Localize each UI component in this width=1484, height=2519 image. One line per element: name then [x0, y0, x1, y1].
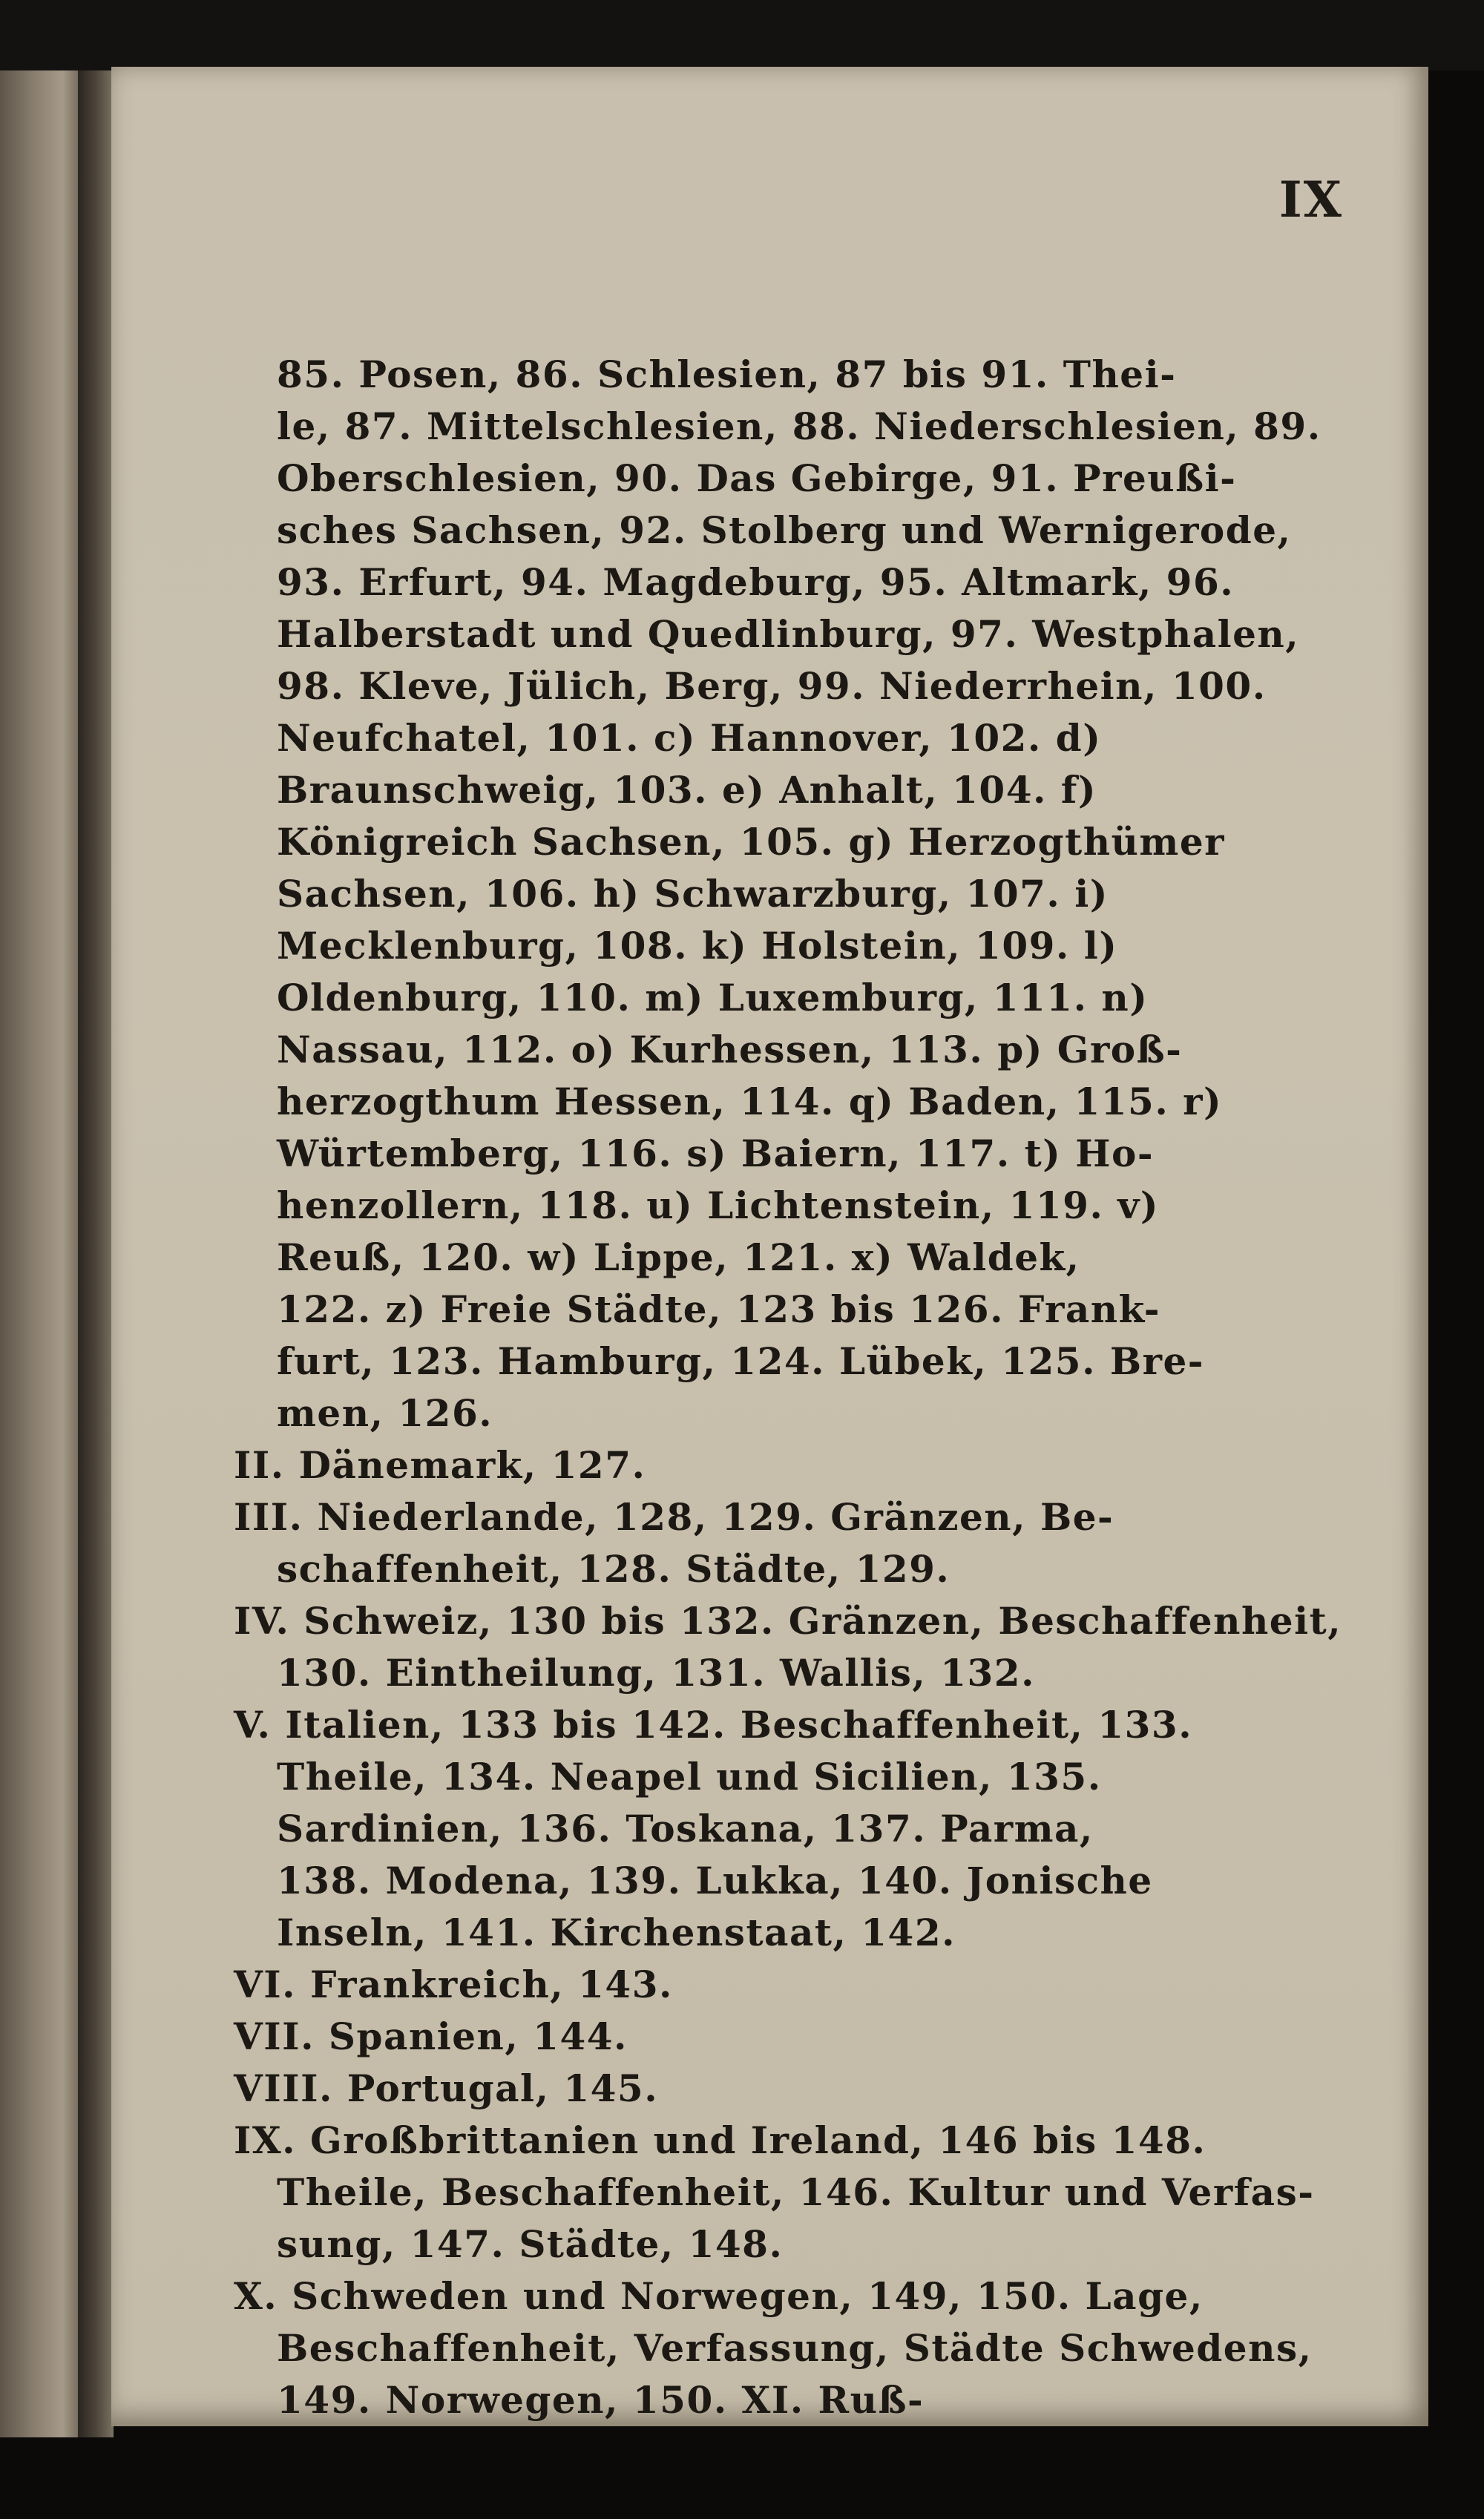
- section-heading: VIII. Portugal, 145.: [234, 2066, 659, 2110]
- page-number: IX: [1278, 171, 1343, 229]
- section-heading: X. Schweden und Norwegen, 149, 150. Lage,: [234, 2274, 1204, 2318]
- text-line: Reuß, 120. w) Lippe, 121. x) Waldek,: [277, 1235, 1080, 1279]
- section-heading: VII. Spanien, 144.: [234, 2014, 628, 2058]
- text-line: 122. z) Freie Städte, 123 bis 126. Frank-: [277, 1287, 1160, 1331]
- text-line: Mecklenburg, 108. k) Holstein, 109. l): [277, 924, 1118, 968]
- table-of-contents-text: [111, 67, 1428, 2426]
- text-line: 98. Kleve, Jülich, Berg, 99. Niederrhein, 100.: [277, 664, 1267, 708]
- text-line: schaffenheit, 128. Städte, 129.: [277, 1547, 951, 1591]
- text-line: 149. Norwegen, 150. XI. Ruß-: [277, 2378, 925, 2422]
- text-line: men, 126.: [277, 1391, 493, 1435]
- scan-top-edge: [0, 0, 1484, 70]
- text-line: Neufchatel, 101. c) Hannover, 102. d): [277, 716, 1102, 760]
- text-line: Königreich Sachsen, 105. g) Herzogthümer: [277, 820, 1225, 864]
- text-line: Nassau, 112. o) Kurhessen, 113. p) Groß-: [277, 1028, 1183, 1071]
- text-line: Inseln, 141. Kirchenstaat, 142.: [277, 1911, 956, 1954]
- text-line: Theile, Beschaffenheit, 146. Kultur und Verfas-: [277, 2170, 1315, 2214]
- text-line: Sachsen, 106. h) Schwarzburg, 107. i): [277, 872, 1109, 916]
- section-heading: III. Niederlande, 128, 129. Gränzen, Be-: [234, 1495, 1114, 1539]
- text-line: Beschaffenheit, Verfassung, Städte Schwedens,: [277, 2326, 1313, 2370]
- section-heading: V. Italien, 133 bis 142. Beschaffenheit, 133.: [234, 1703, 1193, 1747]
- text-line: le, 87. Mittelschlesien, 88. Niederschlesien, 89.: [277, 404, 1322, 448]
- text-line: 138. Modena, 139. Lukka, 140. Jonische: [277, 1859, 1153, 1902]
- text-line: Oberschlesien, 90. Das Gebirge, 91. Preußi-: [277, 456, 1237, 500]
- text-line: Braunschweig, 103. e) Anhalt, 104. f): [277, 768, 1097, 812]
- section-heading: IV. Schweiz, 130 bis 132. Gränzen, Beschaffenheit,: [234, 1599, 1342, 1643]
- text-line: 93. Erfurt, 94. Magdeburg, 95. Altmark, 96.: [277, 560, 1235, 604]
- book-page: [111, 67, 1428, 2426]
- text-line: sung, 147. Städte, 148.: [277, 2222, 784, 2266]
- section-heading: II. Dänemark, 127.: [234, 1443, 646, 1487]
- text-line: Oldenburg, 110. m) Luxemburg, 111. n): [277, 976, 1149, 1019]
- facing-page-edge: [0, 70, 78, 2437]
- text-line: henzollern, 118. u) Lichtenstein, 119. v): [277, 1183, 1159, 1227]
- text-line: sches Sachsen, 92. Stolberg und Wernigerode,: [277, 508, 1292, 552]
- text-line: Theile, 134. Neapel und Sicilien, 135.: [277, 1755, 1102, 1799]
- text-line: 130. Eintheilung, 131. Wallis, 132.: [277, 1651, 1035, 1695]
- text-line: herzogthum Hessen, 114. q) Baden, 115. r): [277, 1080, 1223, 1123]
- text-line: 85. Posen, 86. Schlesien, 87 bis 91. Thei-: [277, 352, 1177, 396]
- section-heading: IX. Großbrittanien und Ireland, 146 bis 148.: [234, 2118, 1206, 2162]
- section-heading: VI. Frankreich, 143.: [234, 1963, 673, 2006]
- text-line: furt, 123. Hamburg, 124. Lübek, 125. Bre-: [277, 1339, 1205, 1383]
- text-line: Würtemberg, 116. s) Baiern, 117. t) Ho-: [277, 1132, 1155, 1175]
- book-gutter: [78, 70, 114, 2437]
- text-line: Sardinien, 136. Toskana, 137. Parma,: [277, 1807, 1094, 1850]
- text-line: Halberstadt und Quedlinburg, 97. Westphalen,: [277, 612, 1300, 656]
